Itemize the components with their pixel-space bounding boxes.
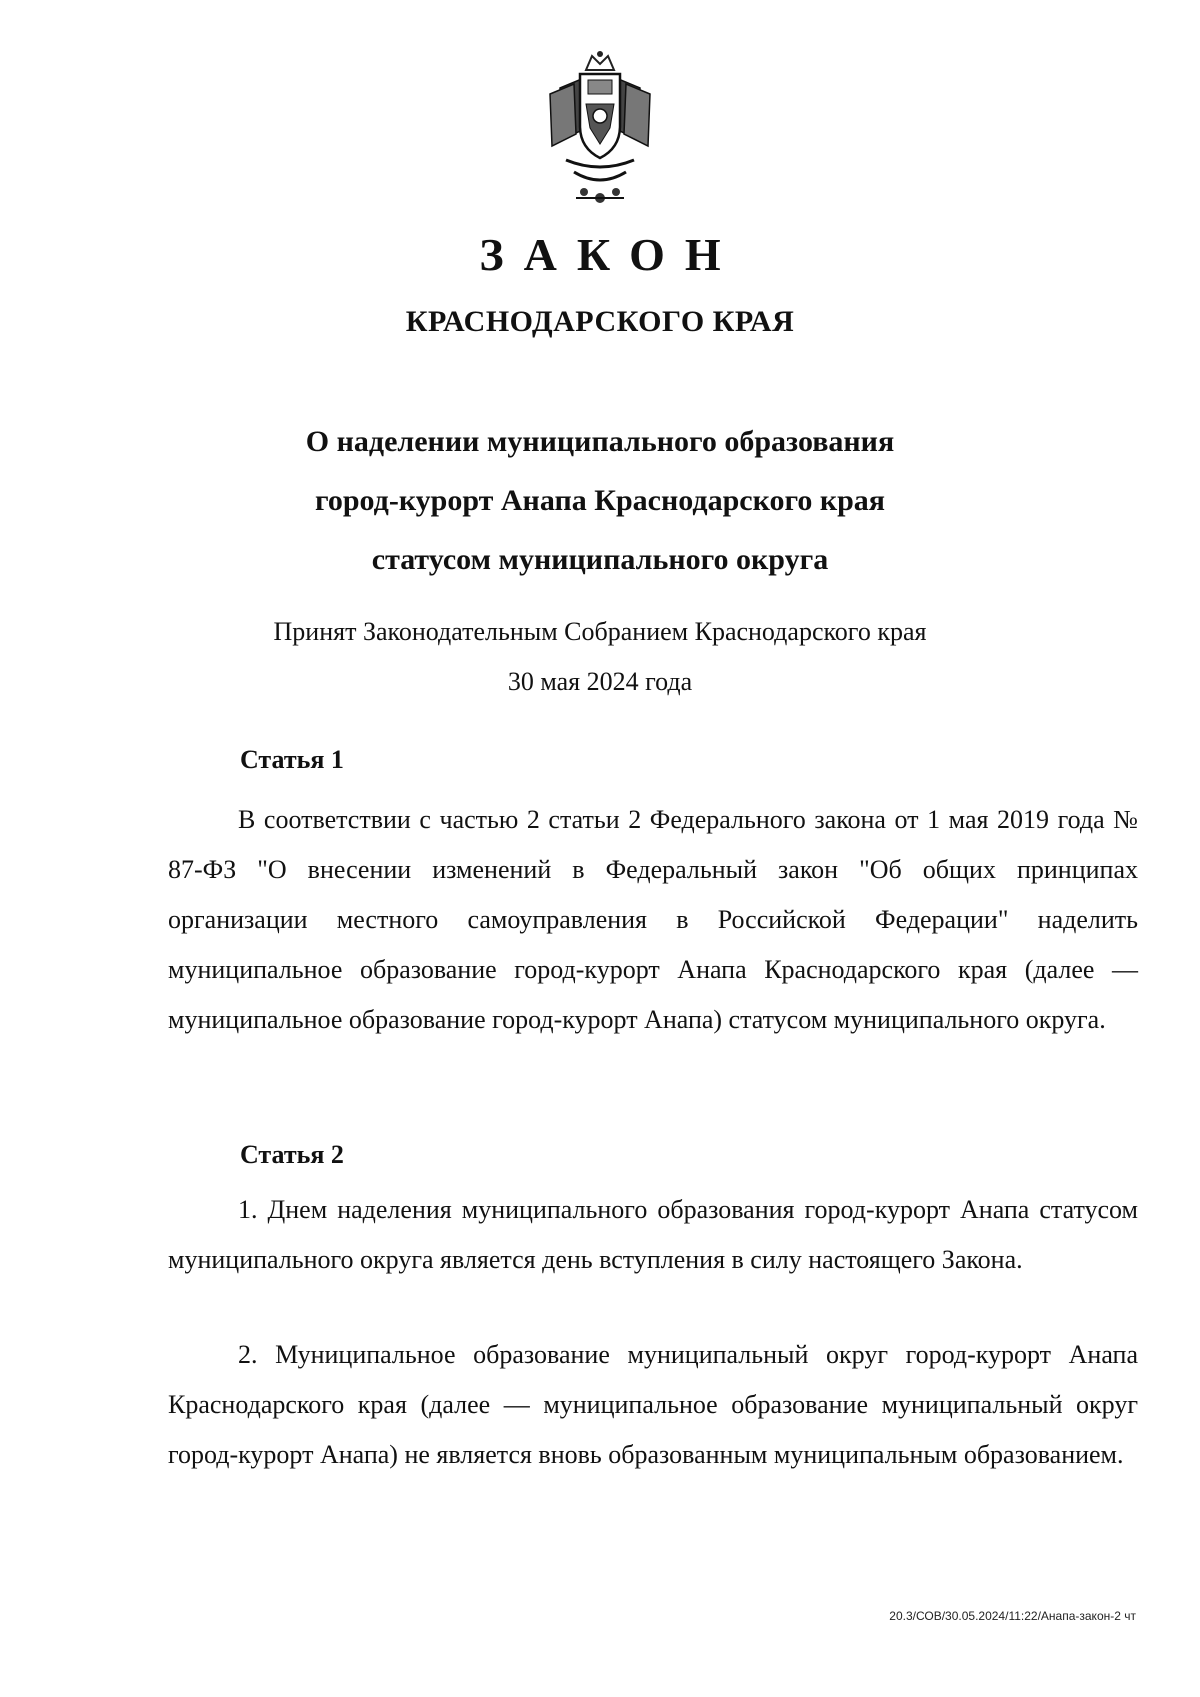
subject-line-2: город-курорт Анапа Краснодарского края — [314, 484, 886, 517]
article-1-paragraph: В соответствии с частью 2 статьи 2 Федерального закона от 1 мая 2019 года № 87-ФЗ "О внесении изменений в Федеральный закон "Об общих принципах организации местного самоуправления в Российской Федерации" наделить муниципальное образование город-курорт Анапа Краснодарского края (далее — муниципальное образование город-курорт Анапа) статусом муниципального округа. — [168, 805, 1138, 1034]
adoption-note — [0, 607, 1200, 707]
article-1-heading: Статья 1 — [240, 745, 344, 774]
subject-line-3: статусом муниципального округа — [371, 543, 829, 576]
subject-line-1: О наделении муниципального образования — [305, 425, 895, 458]
adoption-body: Принят Законодательным Собранием Краснодарского края — [273, 617, 927, 646]
law-region: КРАСНОДАРСКОГО КРАЯ — [405, 305, 795, 338]
coat-of-arms-icon — [540, 48, 660, 210]
article-2-paragraph-1: 1. Днем наделения муниципального образования город-курорт Анапа статусом муниципального округа является день вступления в силу настоящего Закона. — [168, 1195, 1138, 1274]
article-2-heading: Статья 2 — [240, 1140, 344, 1169]
law-subject — [0, 412, 1200, 589]
document-footer-code: 20.3/СОВ/30.05.2024/11:22/Анапа-закон-2 чт — [889, 1609, 1136, 1623]
adoption-date: 30 мая 2024 года — [507, 667, 693, 696]
article-2-paragraph-2: 2. Муниципальное образование муниципальный округ город-курорт Анапа Краснодарского края (далее — муниципальное образование муниципальный округ город-курорт Анапа) не является вновь образованным муниципальным образованием. — [168, 1340, 1138, 1469]
law-title: ЗАКОН — [479, 229, 741, 280]
